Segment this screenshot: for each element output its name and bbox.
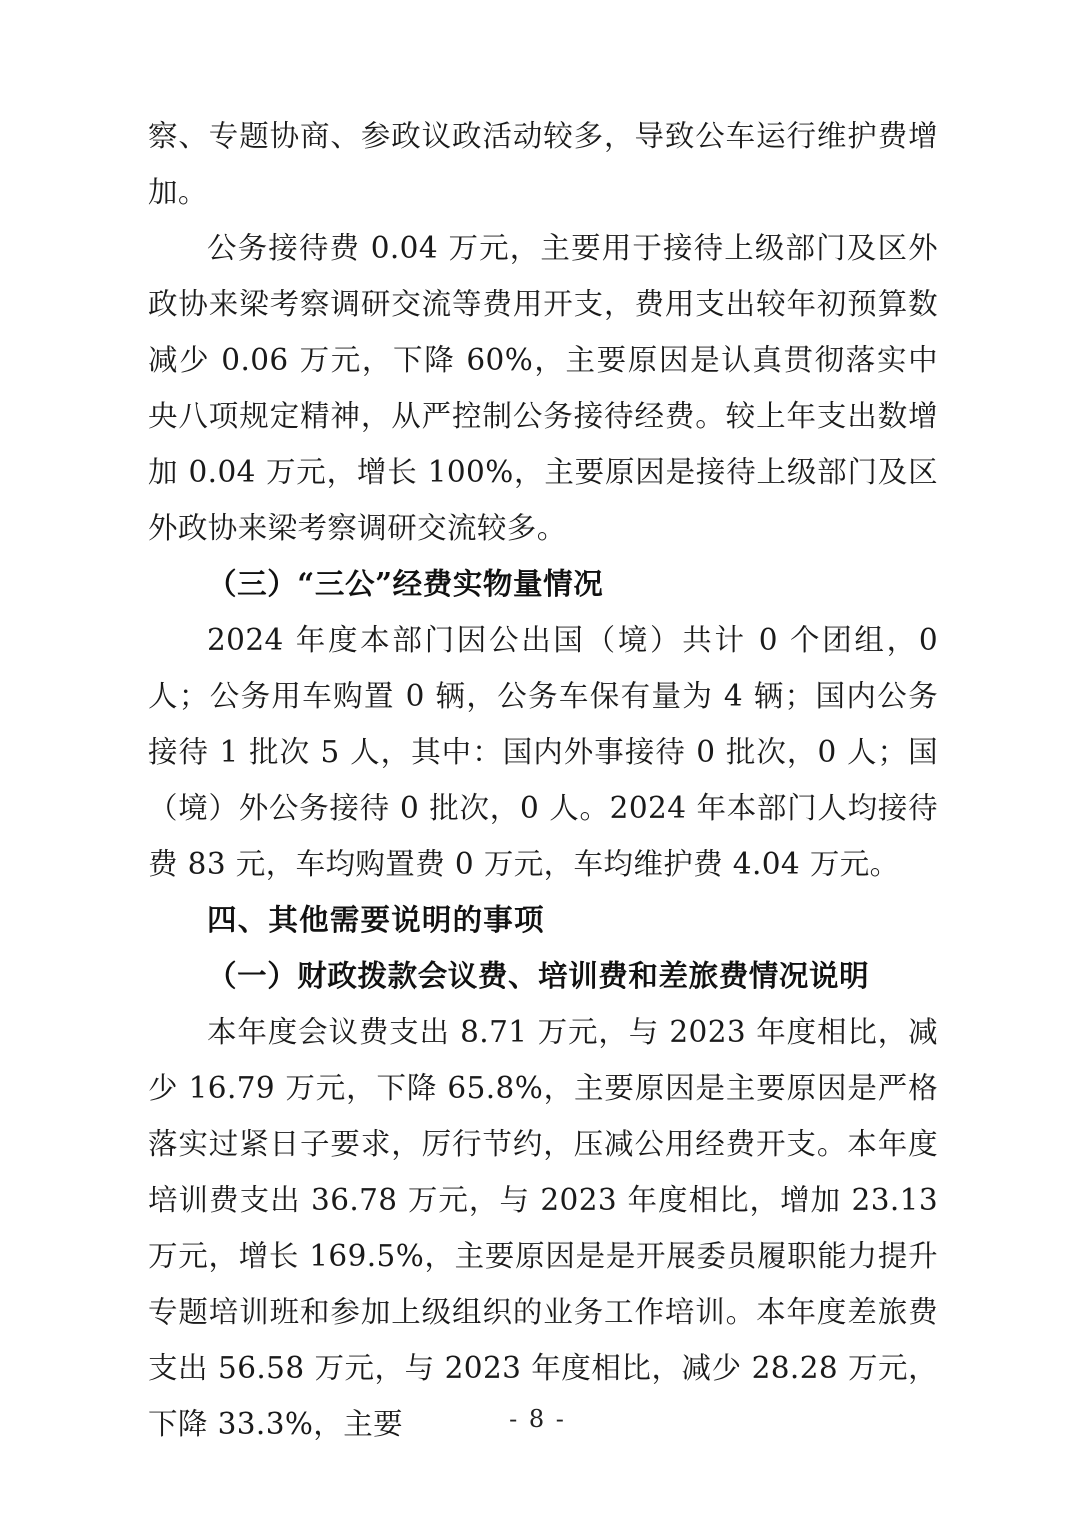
section-heading-three-public-quantities: （三）“三公”经费实物量情况 [207, 566, 604, 601]
section-heading-meeting-training-travel: （一）财政拨款会议费、培训费和差旅费情况说明 [207, 958, 870, 993]
page-number: - 8 - [509, 1405, 566, 1433]
paragraph-meeting-training-travel-details: 本年度会议费支出 8.71 万元，与 2023 年度相比，减少 16.79 万元，下降 65.8%，主要原因是主要原因是严格落实过紧日子要求，厉行节约，压减公用经费开支。本年度培训费支出 36.78 万元，与 2023 年度相比，增加 23.13 万元，增长 169.5%，主要原因是是开展委员履职能力提升专题培训班和参加上级组织的业务工作培训。本年度差旅费支出 56.58 万元，与 2023 年度相比，减少 28.28 万元，下降 33.3%，主要 [148, 1015, 938, 1441]
section-heading-other-matters: 四、其他需要说明的事项 [207, 903, 545, 937]
page-content [148, 108, 938, 1452]
paragraph-three-public-quantity-details: 2024 年度本部门因公出国（境）共计 0 个团组，0 人；公务用车购置 0 辆，公务车保有量为 4 辆；国内公务接待 1 批次 5 人，其中：国内外事接待 0 批次，0 人；国（境）外公务接待 0 批次，0 人。2024 年本部门人均接待费 83 元，车均购置费 0 万元，车均维护费 4.04 万元。 [148, 623, 938, 881]
paragraph-continuation-vehicle-cost: 察、专题协商、参政议政活动较多，导致公车运行维护费增加。 [148, 119, 938, 209]
paragraph-official-reception-expense: 公务接待费 0.04 万元，主要用于接待上级部门及区外政协来梁考察调研交流等费用开支，费用支出较年初预算数减少 0.06 万元，下降 60%，主要原因是认真贯彻落实中央八项规定精神，从严控制公务接待经费。较上年支出数增加 0.04 万元，增长 100%，主要原因是接待上级部门及区外政协来梁考察调研交流较多。 [148, 231, 938, 545]
